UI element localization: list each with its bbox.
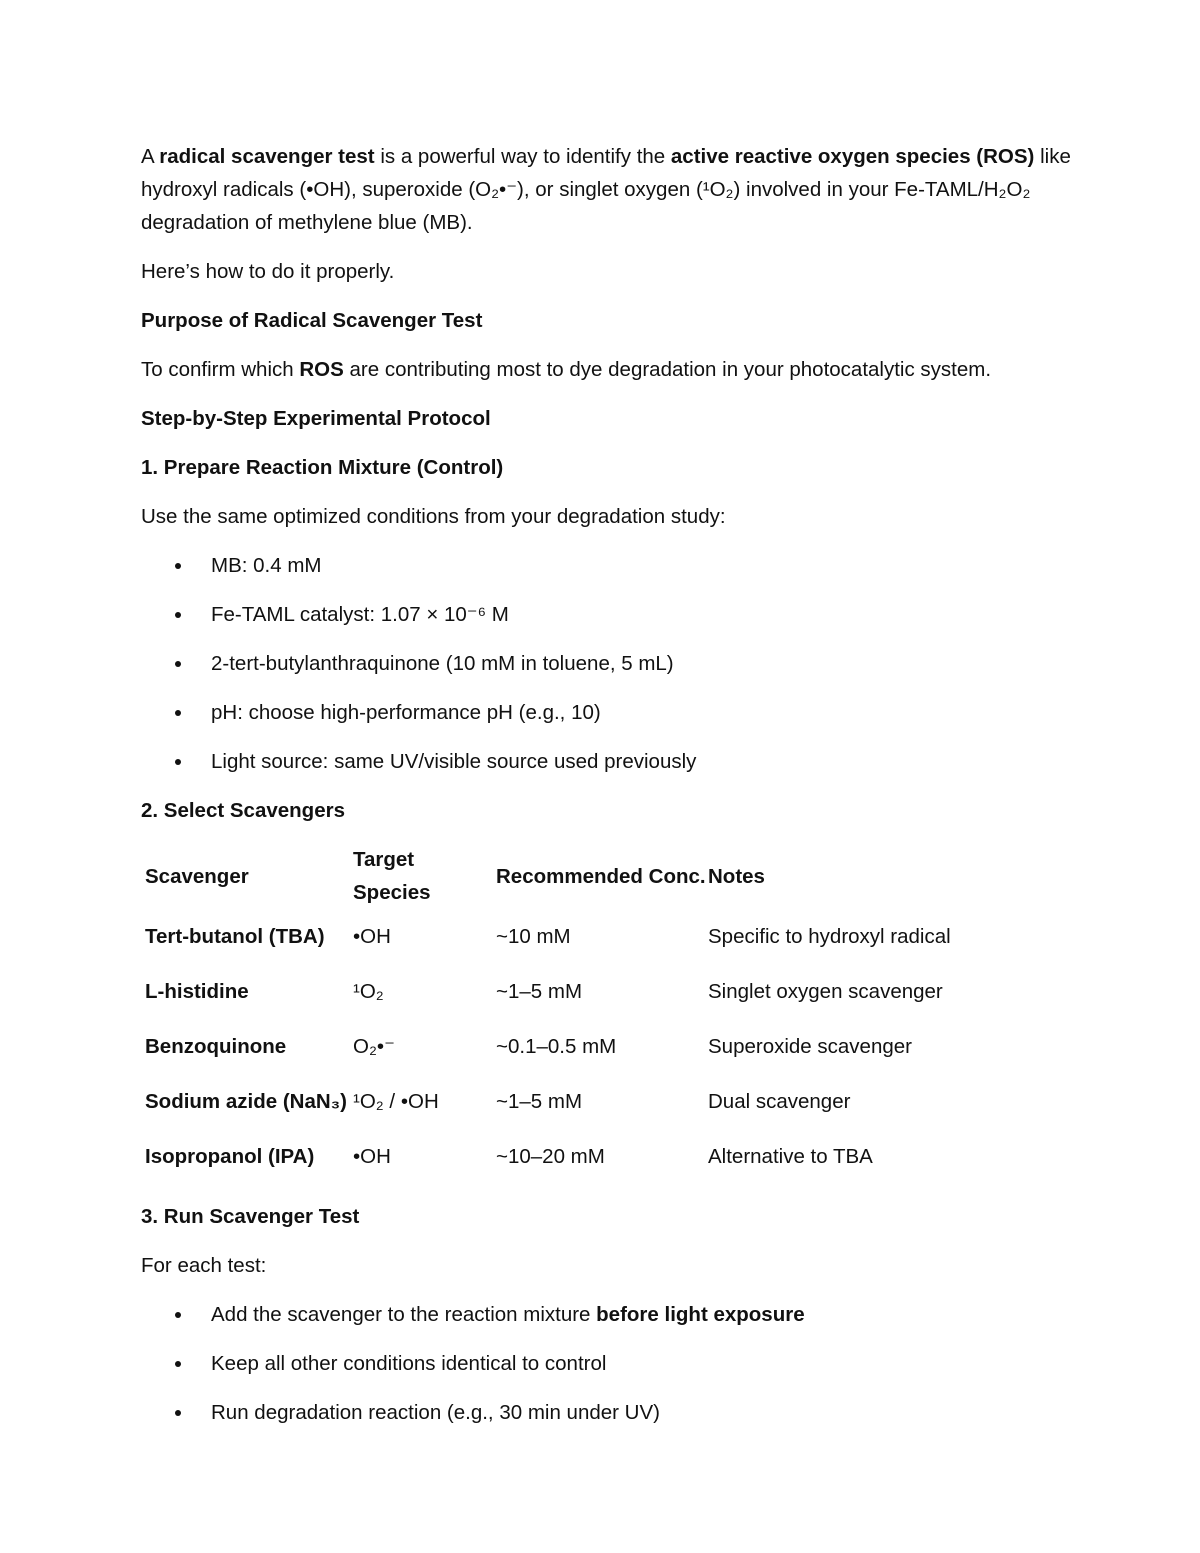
table-row [145,1129,1008,1184]
cell-conc: ~1–5 mM [496,1090,583,1113]
purpose-paragraph [141,353,1071,386]
table-row [145,1074,1008,1129]
step1-text: Use the same optimized conditions from your degradation study: [141,505,726,528]
step3-bullet-list [141,1298,1071,1429]
list-item: Light source: same UV/visible source used previously [141,745,1071,778]
step2-heading: 2. Select Scavengers [141,799,345,822]
intro-paragraph [141,140,1071,239]
cell-scavenger: L-histidine [145,980,249,1003]
purpose-bold-ros: ROS [299,358,344,381]
list-item: Run degradation reaction (e.g., 30 min under UV) [141,1396,1071,1429]
cell-scavenger: Isopropanol (IPA) [145,1145,315,1168]
list-item: 2-tert-butylanthraquinone (10 mM in toluene, 5 mL) [141,647,1071,680]
header-scavenger: Scavenger [145,864,249,888]
scavenger-table [145,843,1008,1184]
step3-bullet1-text: Add the scavenger to the reaction mixture [211,1303,597,1326]
table-row [145,1019,1008,1074]
cell-target: ¹O₂ / •OH [353,1090,439,1113]
list-item: Keep all other conditions identical to control [141,1347,1071,1380]
step3-heading: 3. Run Scavenger Test [141,1205,360,1228]
cell-conc: ~10–20 mM [496,1145,605,1168]
cell-conc: ~1–5 mM [496,980,583,1003]
step1-heading: 1. Prepare Reaction Mixture (Control) [141,456,504,479]
cell-target: •OH [353,1145,391,1168]
step3-text: For each test: [141,1254,267,1277]
cell-conc: ~0.1–0.5 mM [496,1035,617,1058]
cell-scavenger: Benzoquinone [145,1035,287,1058]
header-target-species: Target Species [353,848,431,904]
header-recommended-conc: Recommended Conc. [496,864,706,888]
list-item: Fe-TAML catalyst: 1.07 × 10⁻⁶ M [141,598,1071,631]
list-item: MB: 0.4 mM [141,549,1071,582]
table-row [145,909,1008,964]
cell-notes: Alternative to TBA [708,1145,873,1168]
cell-notes: Specific to hydroxyl radical [708,925,951,948]
purpose-text-a: To confirm which [141,358,300,381]
document-page [141,140,1071,1445]
intro-text-c: is a powerful way to identify the [374,145,671,168]
header-notes: Notes [708,864,765,888]
cell-scavenger: Tert-butanol (TBA) [145,925,325,948]
cell-conc: ~10 mM [496,925,571,948]
cell-target: ¹O₂ [353,980,384,1003]
list-item: pH: choose high-performance pH (e.g., 10) [141,696,1071,729]
cell-target: O₂•⁻ [353,1035,395,1058]
cell-scavenger: Sodium azide (NaN₃) [145,1090,347,1113]
intro-bold-term: radical scavenger test [159,145,375,168]
purpose-heading: Purpose of Radical Scavenger Test [141,309,483,332]
intro-text-e: like hydroxyl radicals (•OH), superoxide (O₂•⁻), or singlet oxygen (¹O₂) involved in your Fe-TAML/H₂O₂ degradation of methylene blue (MB). [141,145,1071,234]
list-item [141,1298,1071,1331]
cell-notes: Superoxide scavenger [708,1035,912,1058]
purpose-text-c: are contributing most to dye degradation in your photocatalytic system. [343,358,992,381]
cell-target: •OH [353,925,391,948]
intro-bold-ros: active reactive oxygen species (ROS) [670,145,1035,168]
step1-bullet-list [141,549,1071,778]
step3-bullet1-bold: before light exposure [596,1303,805,1326]
table-row [145,964,1008,1019]
protocol-heading: Step-by-Step Experimental Protocol [141,407,491,430]
table-header-row [145,843,1008,909]
cell-notes: Singlet oxygen scavenger [708,980,943,1003]
intro-text-a: A [141,145,160,168]
intro-howto: Here’s how to do it properly. [141,260,395,283]
cell-notes: Dual scavenger [708,1090,851,1113]
